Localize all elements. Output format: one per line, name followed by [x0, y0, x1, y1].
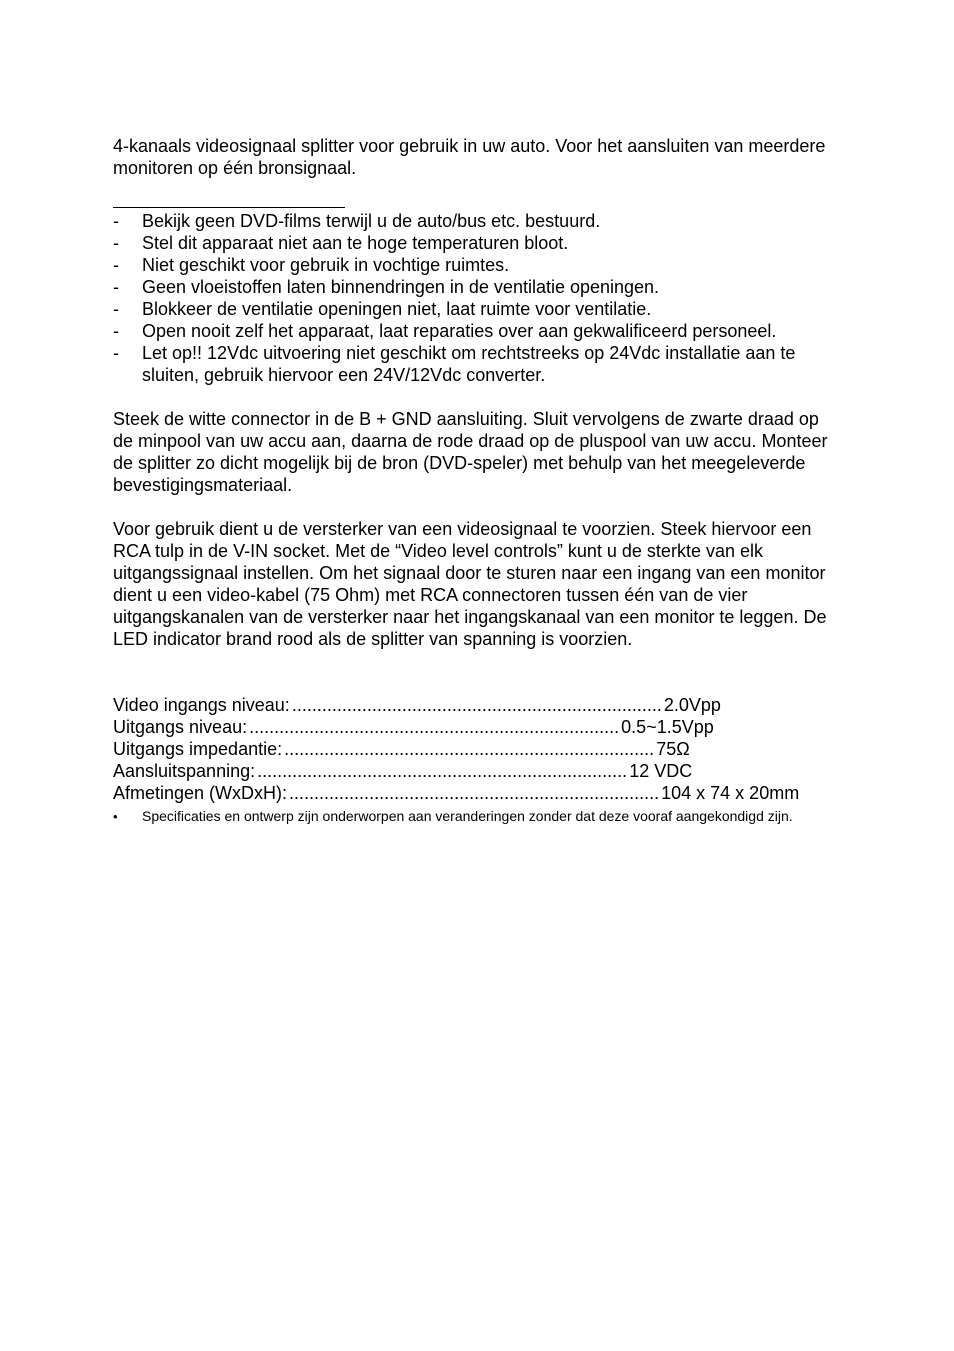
list-item: [113, 210, 843, 232]
spec-label: Uitgangs niveau:: [113, 717, 248, 737]
dot-leader: ..........................................................................: [249, 717, 620, 737]
installation-paragraph: Steek de witte connector in de B + GND aansluiting. Sluit vervolgens de zwarte draad op de minpool van uw accu aan, daarna de rode draad op de pluspool van uw accu. Monteer de splitter zo dicht mogelijk bij de bron (DVD-speler) met behulp van het meegeleverde bevestigingsmateriaal.: [113, 409, 828, 495]
usage-paragraph: Voor gebruik dient u de versterker van een videosignaal te voorzien. Steek hiervoor een RCA tulp in de V-IN socket. Met de “Video level controls” kunt u de sterkte van elk uitgangssignaal instellen. Om het signaal door te sturen naar een ingang van een monitor dient u een video-kabel (75 Ohm) met RCA connectoren tussen één van de vier uitgangskanalen van de versterker naar het ingangskanaal van een monitor te leggen. De LED indicator brand rood als de splitter van spanning is voorzien.: [113, 519, 827, 649]
dot-leader: ..........................................................................: [257, 761, 628, 781]
spec-value: 2.0Vpp: [663, 695, 721, 715]
spec-row: [113, 694, 721, 716]
section-underline: [113, 207, 345, 208]
intro-paragraph: 4-kanaals videosignaal splitter voor gebruik in uw auto. Voor het aansluiten van meerdere monitoren op één bronsignaal.: [113, 136, 826, 178]
dash-marker: -: [113, 321, 119, 341]
spec-row: [113, 716, 714, 738]
warning-text: Let op!! 12Vdc uitvoering niet geschikt om rechtstreeks op 24Vdc installatie aan te sluiten, gebruik hiervoor een 24V/12Vdc converter.: [142, 343, 796, 385]
warning-text: Stel dit apparaat niet aan te hoge temperaturen bloot.: [142, 233, 569, 253]
warning-text: Geen vloeistoffen laten binnendringen in de ventilatie openingen.: [142, 277, 660, 297]
document-page: [113, 135, 843, 826]
spec-value: 104 x 74 x 20mm: [661, 783, 800, 803]
list-item: [113, 342, 843, 386]
warning-text: Open nooit zelf het apparaat, laat reparaties over aan gekwalificeerd personeel.: [142, 321, 777, 341]
spec-row: [113, 782, 800, 804]
warning-text: Bekijk geen DVD-films terwijl u de auto/bus etc. bestuurd.: [142, 211, 601, 231]
spec-row: [113, 760, 693, 782]
spec-label: Video ingangs niveau:: [113, 695, 290, 715]
list-item: [113, 298, 843, 320]
dash-marker: -: [113, 233, 119, 253]
warning-text: Blokkeer de ventilatie openingen niet, laat ruimte voor ventilatie.: [142, 299, 652, 319]
spec-value: 75Ω: [656, 739, 690, 759]
dash-marker: -: [113, 343, 119, 363]
dash-marker: -: [113, 299, 119, 319]
list-item: [113, 254, 843, 276]
warnings-list: [113, 210, 843, 386]
dot-leader: ..........................................................................: [291, 695, 662, 715]
spec-label: Uitgangs impedantie:: [113, 739, 283, 759]
note-text: Specificaties en ontwerp zijn onderworpen aan veranderingen zonder dat deze vooraf aangekondigd zijn.: [142, 808, 793, 824]
list-item: [113, 232, 843, 254]
specs-table: [113, 694, 843, 804]
spec-label: Aansluitspanning:: [113, 761, 256, 781]
spec-value: 12 VDC: [629, 761, 693, 781]
bullet-icon: •: [113, 809, 118, 824]
dash-marker: -: [113, 277, 119, 297]
dash-marker: -: [113, 255, 119, 275]
dot-leader: ..........................................................................: [289, 783, 660, 803]
spec-label: Afmetingen (WxDxH):: [113, 783, 288, 803]
spec-row: [113, 738, 690, 760]
list-item: [113, 320, 843, 342]
warning-text: Niet geschikt voor gebruik in vochtige ruimtes.: [142, 255, 510, 275]
dot-leader: ..........................................................................: [284, 739, 655, 759]
spec-value: 0.5~1.5Vpp: [621, 717, 714, 737]
specs-note: [113, 807, 843, 826]
dash-marker: -: [113, 211, 119, 231]
list-item: [113, 276, 843, 298]
